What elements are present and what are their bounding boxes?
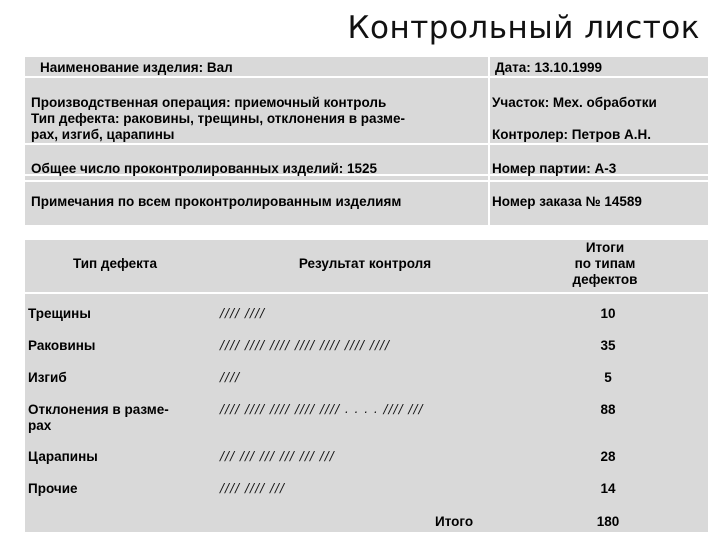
row-divider xyxy=(25,143,708,145)
defect-type-label: Отклонения в разме- xyxy=(28,402,169,417)
defect-type-label: Царапины xyxy=(28,449,98,464)
header-totals-1: Итоги xyxy=(585,240,625,255)
controller: Контролер: Петров А.Н. xyxy=(492,127,651,142)
defect-type-label: Раковины xyxy=(28,338,96,353)
grand-total: 180 xyxy=(596,514,620,529)
defect-type-label: Трещины xyxy=(28,306,91,321)
row-divider xyxy=(25,76,708,78)
tally-marks: //// //// //// //// //// . . . . //// /// xyxy=(220,402,424,416)
tally-marks: //// //// xyxy=(220,306,266,320)
info-block xyxy=(25,57,708,225)
defect-table xyxy=(25,240,708,532)
header-totals-3: дефектов xyxy=(572,272,638,287)
defect-total: 28 xyxy=(600,449,616,464)
total-checked: Общее число проконтролированных изделий: 1525 xyxy=(31,161,378,176)
row-divider xyxy=(25,292,708,294)
tally-marks: /// /// /// /// /// /// xyxy=(220,449,335,463)
defect-total: 14 xyxy=(600,481,616,496)
tally-marks: //// xyxy=(220,370,241,384)
date: Дата: 13.10.1999 xyxy=(495,60,603,75)
batch-number: Номер партии: А-3 xyxy=(492,161,617,176)
defect-type-label-cont: рах xyxy=(28,418,52,433)
defect-type-label: Изгиб xyxy=(28,370,67,385)
defect-total: 35 xyxy=(600,338,616,353)
row-divider xyxy=(25,180,708,182)
column-divider xyxy=(488,57,490,225)
product-name: Наименование изделия: Вал xyxy=(40,60,233,75)
defect-type-label: Прочие xyxy=(28,481,78,496)
defect-types-cont: рах, изгиб, царапины xyxy=(31,127,175,142)
order-number: Номер заказа № 14589 xyxy=(492,194,642,209)
defect-types: Тип дефекта: раковины, трещины, отклонения в разме- xyxy=(31,111,406,126)
defect-total: 88 xyxy=(600,402,616,417)
operation: Производственная операция: приемочный контроль xyxy=(31,95,387,110)
defect-total: 5 xyxy=(604,370,612,385)
tally-marks: //// //// //// //// //// //// //// xyxy=(220,338,391,352)
header-type: Тип дефекта xyxy=(72,256,158,271)
header-totals-2: по типам xyxy=(574,256,636,271)
notes: Примечания по всем проконтролированным изделиям xyxy=(31,194,402,209)
tally-marks: //// //// /// xyxy=(220,481,286,495)
page-title: Контрольный листок xyxy=(347,10,700,46)
area: Участок: Мех. обработки xyxy=(492,95,657,110)
header-result: Результат контроля xyxy=(298,256,432,271)
defect-total: 10 xyxy=(600,306,616,321)
grand-total-label: Итого xyxy=(435,514,474,529)
